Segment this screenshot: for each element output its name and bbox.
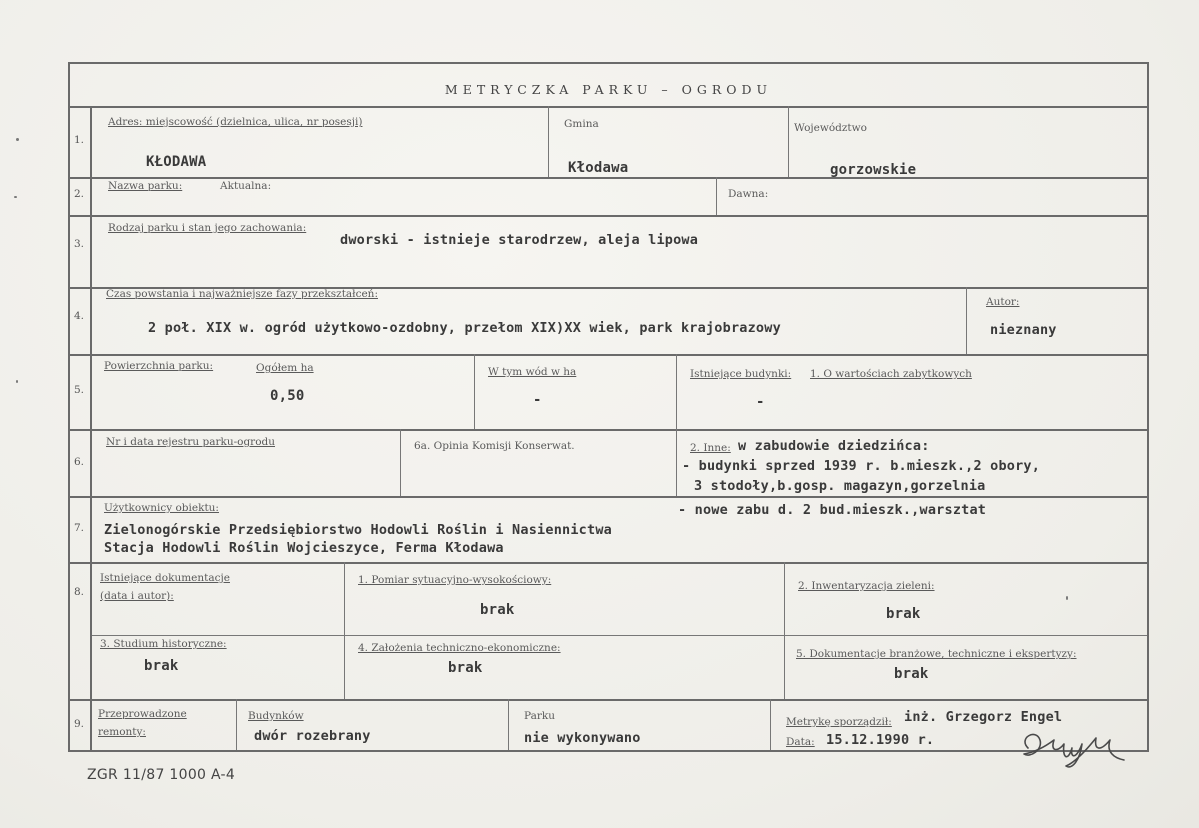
survey-value: brak xyxy=(480,602,515,618)
author-label: Autor: xyxy=(986,296,1020,308)
former-name-label: Dawna: xyxy=(728,188,769,200)
address-label: Adres: miejscowość (dzielnica, ulica, nr posesji) xyxy=(108,116,363,128)
prepared-by-label: Metrykę sporządził: xyxy=(786,716,892,728)
repairs-label-sub: remonty: xyxy=(98,726,146,738)
other-buildings-label: 2. Inne: xyxy=(690,442,731,454)
other-buildings-line: - budynki sprzed 1939 r. b.mieszk.,2 obory, xyxy=(682,458,1041,474)
assumptions-label: 4. Założenia techniczno-ekonomiczne: xyxy=(358,642,561,654)
inventory-value: brak xyxy=(886,606,921,622)
row-number: 3. xyxy=(73,238,85,250)
sector-docs-value: brak xyxy=(894,666,929,682)
form-title: METRYCZKA PARKU – OGRODU xyxy=(444,82,773,97)
scan-speck xyxy=(16,138,19,141)
survey-label: 1. Pomiar sytuacyjno-wysokościowy: xyxy=(358,574,552,586)
study-label: 3. Studium historyczne: xyxy=(100,638,227,650)
scan-speck xyxy=(1066,596,1068,600)
author-value: nieznany xyxy=(990,322,1057,338)
building-repairs-value: dwór rozebrany xyxy=(254,728,371,744)
form-code: ZGR 11/87 1000 A-4 xyxy=(87,767,236,783)
total-area-value: 0,50 xyxy=(270,388,305,404)
docs-label-sub: (data i autor): xyxy=(100,590,174,602)
park-type-value: dworski - istnieje starodrzew, aleja lipowa xyxy=(340,232,699,248)
repairs-label: Przeprowadzone xyxy=(98,708,187,720)
total-area-label: Ogółem ha xyxy=(256,362,314,374)
opinion-label: 6a. Opinia Komisji Konserwat. xyxy=(414,440,575,452)
assumptions-value: brak xyxy=(448,660,483,676)
row-number: 9. xyxy=(73,718,85,730)
sector-docs-label: 5. Dokumentacje branżowe, techniczne i ekspertyzy: xyxy=(796,648,1077,660)
row-number: 2. xyxy=(73,188,85,200)
address-value: KŁODAWA xyxy=(146,154,207,170)
building-repairs-label: Budynków xyxy=(248,710,304,722)
other-buildings-line: - nowe zabu d. 2 bud.mieszk.,warsztat xyxy=(678,502,987,518)
row-number: 4. xyxy=(73,310,85,322)
other-buildings-line: w zabudowie dziedzińca: xyxy=(738,438,930,454)
inventory-label: 2. Inwentaryzacja zieleni: xyxy=(798,580,935,592)
other-buildings-line: 3 stodoły,b.gosp. magazyn,gorzelnia xyxy=(694,478,986,494)
water-area-value: - xyxy=(533,392,542,408)
row-number: 5. xyxy=(73,384,85,396)
handwritten-signature xyxy=(1010,718,1130,774)
park-repairs-label: Parku xyxy=(524,710,555,722)
wojewodztwo-label: Województwo xyxy=(794,122,867,134)
water-area-label: W tym wód w ha xyxy=(488,366,577,378)
row-number: 8. xyxy=(73,586,85,598)
users-line: Stacja Hodowli Roślin Wojcieszyce, Ferma Kłodawa xyxy=(104,540,504,556)
park-name-label: Nazwa parku: xyxy=(108,180,183,192)
row-number: 7. xyxy=(73,522,85,534)
wojewodztwo-value: gorzowskie xyxy=(830,162,917,178)
buildings-label: Istniejące budynki: xyxy=(690,368,792,380)
date-value: 15.12.1990 r. xyxy=(826,732,935,748)
users-label: Użytkownicy obiektu: xyxy=(104,502,219,514)
area-label: Powierzchnia parku: xyxy=(104,360,214,372)
scan-speck xyxy=(16,380,18,383)
current-name-label: Aktualna: xyxy=(220,180,272,192)
prepared-by-value: inż. Grzegorz Engel xyxy=(904,709,1063,725)
period-value: 2 poł. XIX w. ogród użytkowo-ozdobny, przełom XIX)XX wiek, park krajobrazowy xyxy=(148,320,781,336)
park-type-label: Rodzaj parku i stan jego zachowania: xyxy=(108,222,307,234)
gmina-value: Kłodawa xyxy=(568,160,629,176)
date-label: Data: xyxy=(786,736,815,748)
study-value: brak xyxy=(144,658,179,674)
register-label: Nr i data rejestru parku-ogrodu xyxy=(106,436,276,448)
row-number: 1. xyxy=(73,134,85,146)
park-repairs-value: nie wykonywano xyxy=(524,730,641,746)
monuments-value: - xyxy=(756,394,765,410)
users-line: Zielonogórskie Przedsiębiorstwo Hodowli Roślin i Nasiennictwa xyxy=(104,522,612,538)
docs-label: Istniejące dokumentacje xyxy=(100,572,230,584)
scan-speck xyxy=(14,196,17,198)
form-frame xyxy=(68,62,1149,752)
gmina-label: Gmina xyxy=(564,118,599,130)
period-label: Czas powstania i najważniejsze fazy przekształceń: xyxy=(106,288,378,300)
row-number: 6. xyxy=(73,456,85,468)
monuments-label: 1. O wartościach zabytkowych xyxy=(810,368,972,380)
